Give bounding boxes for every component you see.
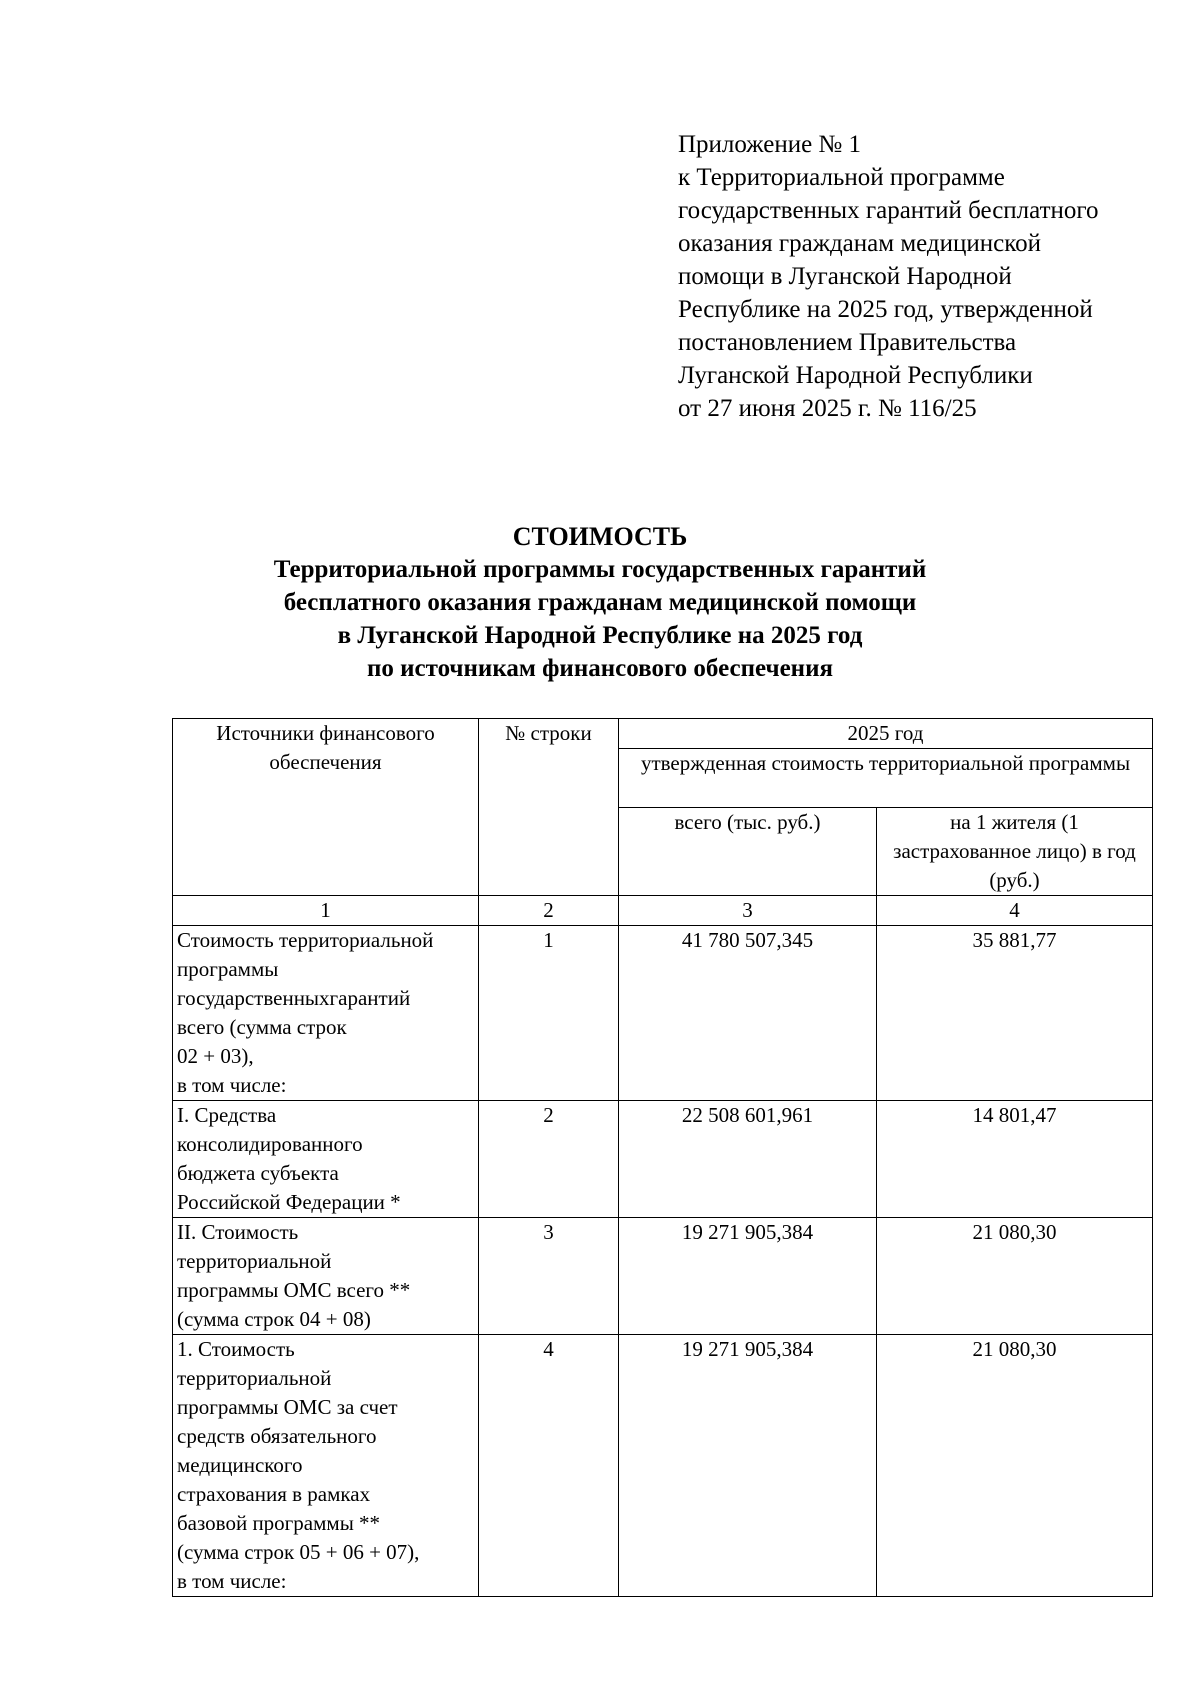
appendix-line: Республике на 2025 год, утвержденной (678, 296, 1093, 323)
title-line: в Луганской Народной Республике на 2025 год (337, 622, 863, 649)
row-source-line: в том числе: (177, 1073, 287, 1097)
header-approved-cost: утвержденная стоимость территориальной программы (619, 749, 1153, 808)
row-source-line: бюджета субъекта (177, 1161, 339, 1185)
appendix-line: от 27 июня 2025 г. № 116/25 (678, 395, 977, 422)
row-per-capita: 14 801,47 (877, 1101, 1153, 1218)
title-main: СТОИМОСТЬ (512, 522, 688, 551)
row-source-line: программы (177, 957, 279, 981)
row-source-line: Российской Федерации * (177, 1190, 401, 1214)
header-year: 2025 год (619, 719, 1153, 749)
finance-table (172, 718, 1153, 1597)
row-source-name (173, 1218, 479, 1335)
table-row (173, 926, 1153, 1101)
row-source-line: Стоимость территориальной (177, 928, 434, 952)
row-source-line: программы ОМС за счет (177, 1395, 398, 1419)
table-row (173, 1101, 1153, 1218)
row-per-capita: 21 080,30 (877, 1218, 1153, 1335)
row-number: 3 (479, 1218, 619, 1335)
row-source-line: 02 + 03), (177, 1044, 254, 1068)
appendix-note (678, 128, 1178, 425)
row-source-line: территориальной (177, 1366, 332, 1390)
column-number: 1 (173, 896, 479, 926)
row-source-line: страхования в рамках (177, 1482, 371, 1506)
header-source: Источники финансового обеспечения (173, 719, 479, 896)
header-total: всего (тыс. руб.) (619, 808, 877, 896)
column-number: 2 (479, 896, 619, 926)
row-source-line: (сумма строк 04 + 08) (177, 1307, 371, 1331)
row-source-line: I. Средства (177, 1103, 277, 1127)
row-source-line: (сумма строк 05 + 06 + 07), (177, 1540, 420, 1564)
appendix-line: Приложение № 1 (678, 131, 862, 158)
row-number: 4 (479, 1335, 619, 1597)
row-total: 19 271 905,384 (619, 1335, 877, 1597)
row-source-name (173, 1335, 479, 1597)
column-number-row (173, 896, 1153, 926)
table-row (173, 1218, 1153, 1335)
column-number: 4 (877, 896, 1153, 926)
appendix-line: помощи в Луганской Народной (678, 263, 1012, 290)
row-source-line: базовой программы ** (177, 1511, 381, 1535)
row-per-capita: 35 881,77 (877, 926, 1153, 1101)
row-source-name (173, 1101, 479, 1218)
header-per-capita: на 1 жителя (1 застрахованное лицо) в год (руб.) (877, 808, 1153, 896)
row-source-line: в том числе: (177, 1569, 287, 1593)
row-source-line: всего (сумма строк (177, 1015, 347, 1039)
appendix-line: Луганской Народной Республики (678, 362, 1033, 389)
header-row (173, 719, 1153, 749)
appendix-line: к Территориальной программе (678, 164, 1005, 191)
column-number: 3 (619, 896, 877, 926)
row-number: 2 (479, 1101, 619, 1218)
header-row-number: № строки (479, 719, 619, 896)
row-total: 41 780 507,345 (619, 926, 877, 1101)
title-line: по источникам финансового обеспечения (366, 655, 834, 682)
document-title (0, 520, 1200, 685)
row-source-line: средств обязательного (177, 1424, 377, 1448)
table-row (173, 1335, 1153, 1597)
row-total: 22 508 601,961 (619, 1101, 877, 1218)
row-number: 1 (479, 926, 619, 1101)
row-source-line: территориальной (177, 1249, 332, 1273)
row-source-line: консолидированного (177, 1132, 363, 1156)
row-total: 19 271 905,384 (619, 1218, 877, 1335)
appendix-line: оказания гражданам медицинской (678, 230, 1042, 257)
row-source-line: государственныхгарантий (177, 986, 411, 1010)
row-source-line: II. Стоимость (177, 1220, 299, 1244)
title-line: Территориальной программы государственных гарантий (273, 556, 927, 583)
row-source-line: 1. Стоимость (177, 1337, 295, 1361)
appendix-line: постановлением Правительства (678, 329, 1017, 356)
row-source-line: программы ОМС всего ** (177, 1278, 411, 1302)
title-line: бесплатного оказания гражданам медицинской помощи (283, 589, 917, 616)
appendix-line: государственных гарантий бесплатного (678, 197, 1099, 224)
row-source-line: медицинского (177, 1453, 303, 1477)
row-per-capita: 21 080,30 (877, 1335, 1153, 1597)
row-source-name (173, 926, 479, 1101)
